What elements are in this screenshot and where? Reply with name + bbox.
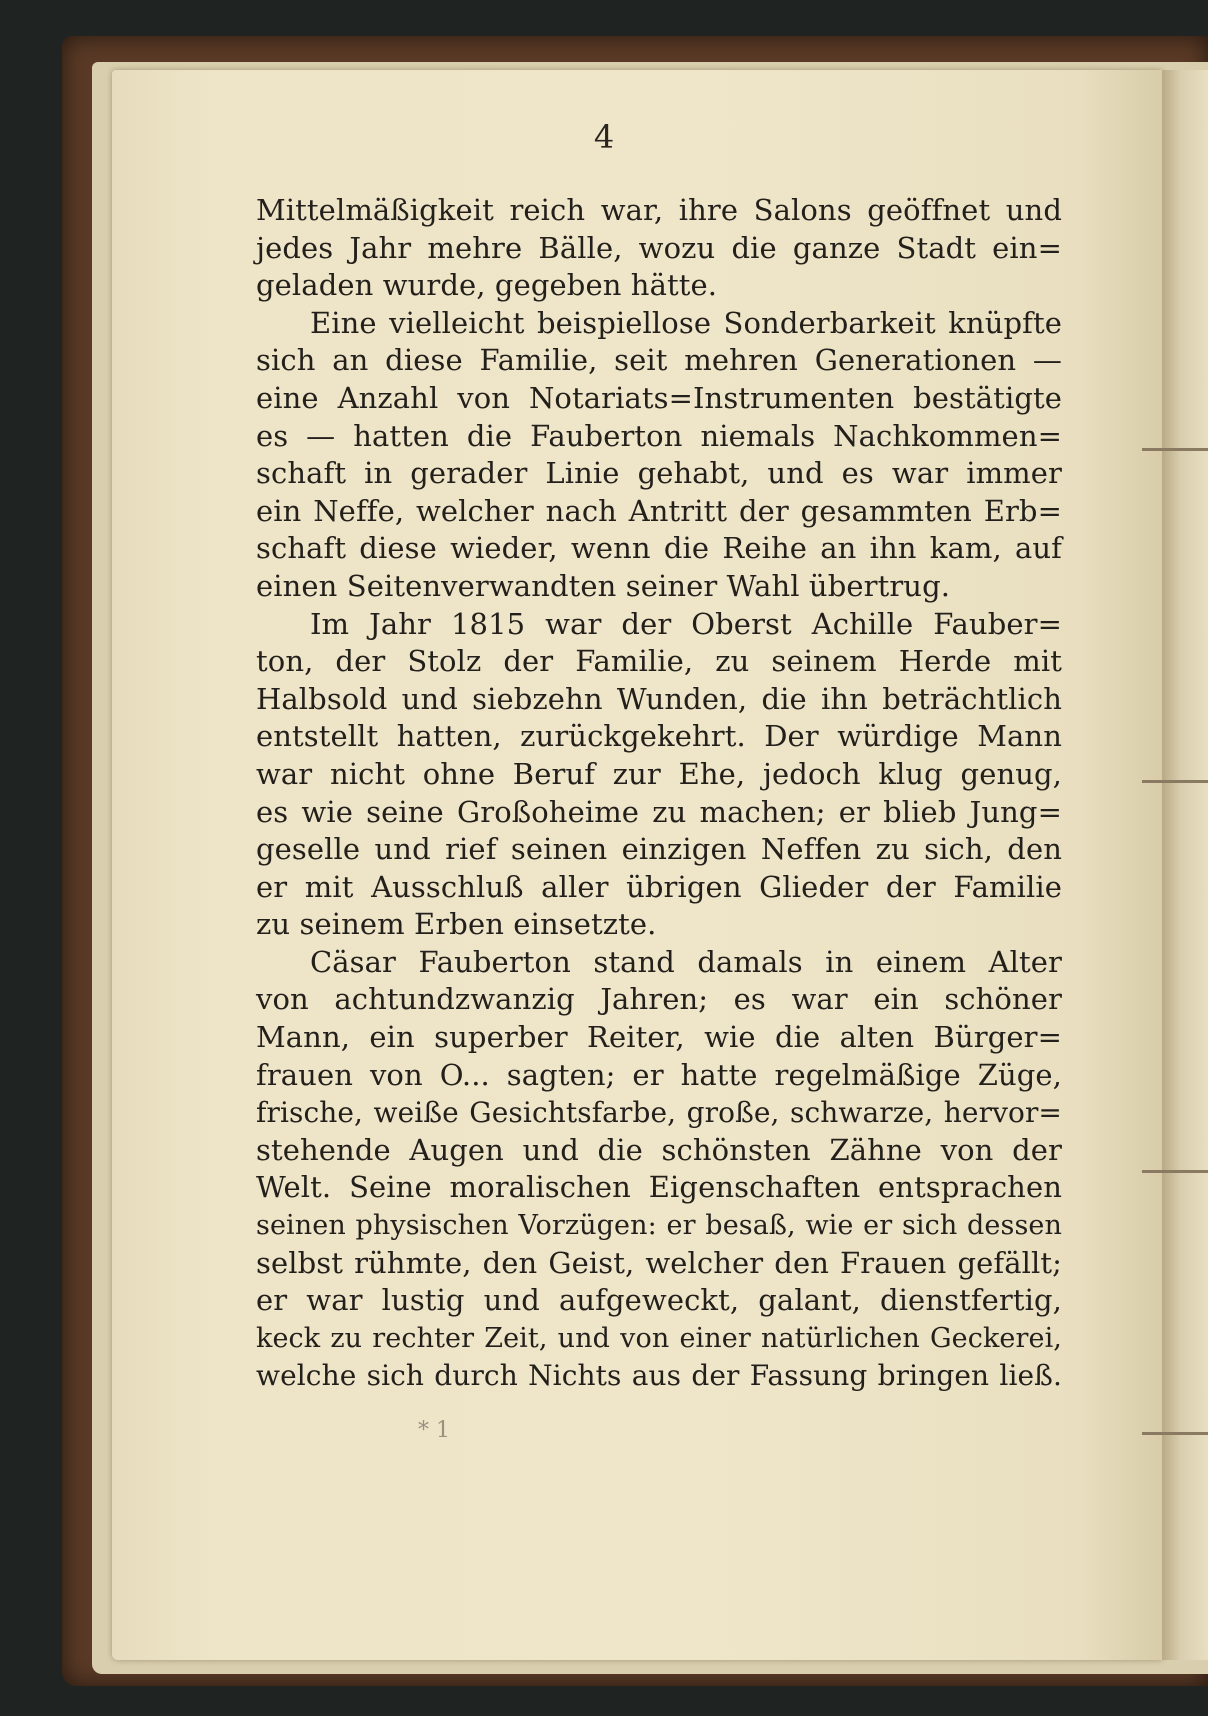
text-line: Mittelmäßigkeit reich war, ihre Salons geöffnet und <box>256 193 1062 227</box>
signature-mark: * 1 <box>418 1418 450 1443</box>
text-line: Eine vielleicht beispiellose Sonderbarkeit knüpfte <box>310 305 1062 340</box>
text-line: einen Seitenverwandten seiner Wahl übertrug. <box>256 568 951 603</box>
text-line: ton, der Stolz der Familie, zu seinem Herde mit <box>256 644 1062 679</box>
text-line: frauen von O... sagten; er hatte regelmäßige Züge, <box>256 1057 1062 1092</box>
page-number: 4 <box>593 118 615 156</box>
binding-stitch <box>1142 1432 1208 1435</box>
page-gutter <box>1162 70 1208 1660</box>
text-line: schaft in gerader Linie gehabt, und es war immer <box>256 456 1062 491</box>
binding-stitch <box>1142 780 1208 783</box>
text-line: es wie seine Großoheime zu machen; er blieb Jung= <box>256 794 1062 829</box>
text-line: frische, weiße Gesichtsfarbe, große, schwarze, hervor= <box>256 1096 1062 1130</box>
text-line: geselle und rief seinen einzigen Neffen zu sich, den <box>256 832 1062 867</box>
text-line: Halbsold und siebzehn Wunden, die ihn beträchtlich <box>256 681 1062 716</box>
text-line: war nicht ohne Beruf zur Ehe, jedoch klug genug, <box>256 756 1062 791</box>
page-body-text <box>256 192 1062 1395</box>
text-line: sich an diese Familie, seit mehren Generationen — <box>256 343 1062 378</box>
binding-stitch <box>1142 1170 1208 1173</box>
text-line: welche sich durch Nichts aus der Fassung bringen ließ. <box>256 1359 1062 1393</box>
text-line: geladen wurde, gegeben hätte. <box>256 268 718 303</box>
text-line: jedes Jahr mehre Bälle, wozu die ganze Stadt ein= <box>256 230 1062 265</box>
text-line: Welt. Seine moralischen Eigenschaften entsprachen <box>256 1170 1062 1205</box>
text-line: von achtundzwanzig Jahren; es war ein schöner <box>256 982 1062 1017</box>
text-line: keck zu rechter Zeit, und von einer natürlichen Geckerei, <box>256 1322 1062 1354</box>
text-line: selbst rühmte, den Geist, welcher den Frauen gefällt; <box>256 1245 1062 1280</box>
text-line: zu seinem Erben einsetzte. <box>256 907 657 942</box>
text-line: er mit Ausschluß aller übrigen Glieder der Familie <box>256 869 1062 904</box>
text-line: es — hatten die Fauberton niemals Nachkommen= <box>256 418 1062 453</box>
text-line: stehende Augen und die schönsten Zähne von der <box>256 1132 1062 1167</box>
text-line: Cäsar Fauberton stand damals in einem Alter <box>310 944 1062 979</box>
text-line: ein Neffe, welcher nach Antritt der gesammten Erb= <box>256 493 1062 528</box>
text-line: seinen physischen Vorzügen: er besaß, wie er sich dessen <box>256 1210 1062 1242</box>
text-line: eine Anzahl von Notariats=Instrumenten bestätigte <box>256 380 1062 415</box>
text-line: schaft diese wieder, wenn die Reihe an ihn kam, auf <box>256 531 1062 566</box>
text-line: er war lustig und aufgeweckt, galant, dienstfertig, <box>256 1283 1062 1318</box>
binding-stitch <box>1142 448 1208 451</box>
text-line: Mann, ein superber Reiter, wie die alten Bürger= <box>256 1020 1062 1055</box>
text-line: Im Jahr 1815 war der Oberst Achille Fauber= <box>310 606 1062 641</box>
text-line: entstellt hatten, zurückgekehrt. Der würdige Mann <box>256 719 1062 754</box>
